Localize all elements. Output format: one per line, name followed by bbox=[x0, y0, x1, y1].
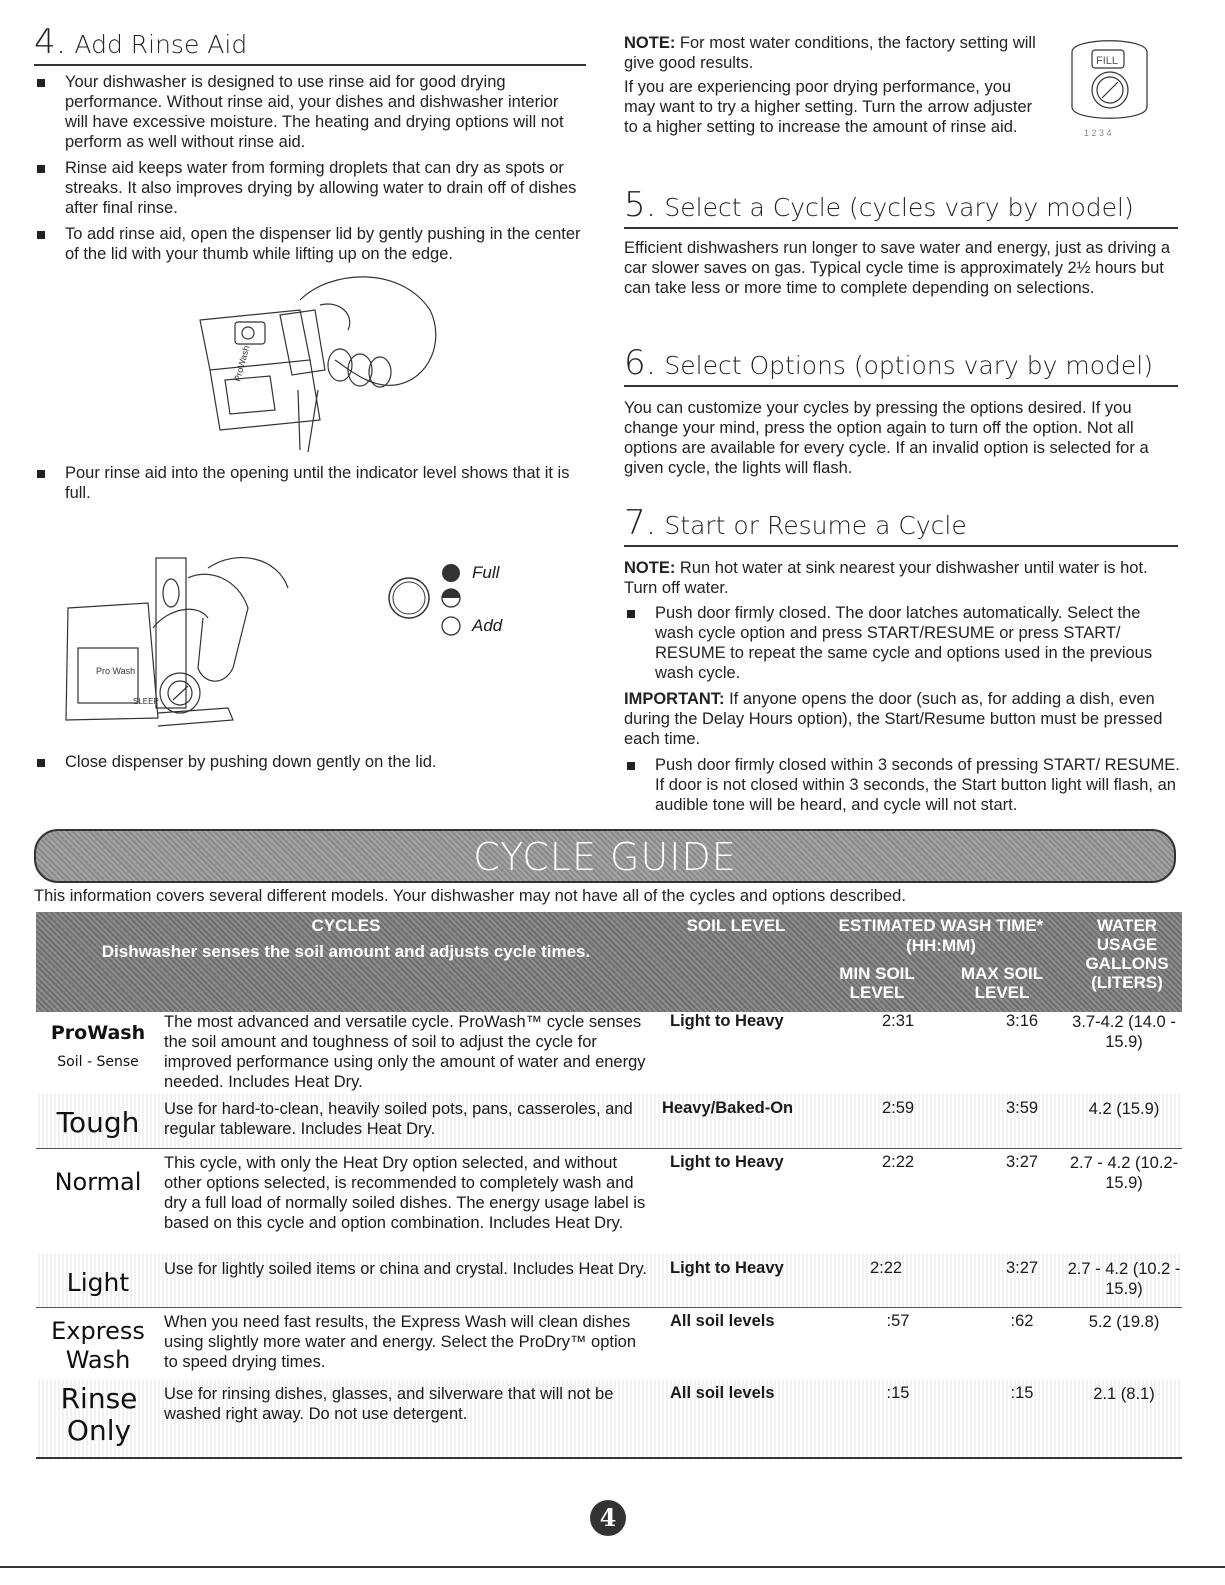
cycle-guide-banner bbox=[34, 829, 1176, 883]
indicator-full-label: Full bbox=[472, 563, 500, 582]
cycle-min-time: 2:22 bbox=[869, 1259, 903, 1277]
rinse-aid-level-indicator bbox=[386, 560, 526, 640]
section-7-title: Start or Resume a Cycle bbox=[664, 511, 967, 540]
cycle-soil-level: Light to Heavy bbox=[670, 1259, 784, 1277]
cycle-min-time: :15 bbox=[886, 1384, 910, 1402]
bullet-close-within-3s: Push door firmly closed within 3 seconds of pressing START/ RESUME. If door is not closed within 3 seconds, the Start button light will flash, an audible tone will be heard, and cycle will not start. bbox=[624, 755, 1180, 815]
cycle-water-usage: 5.2 (19.8) bbox=[1088, 1313, 1160, 1331]
bullet-pour-rinse-aid: Pour rinse aid into the opening until the indicator level shows that it is full. bbox=[34, 463, 584, 503]
pour-rinse-aid-bullet-wrap bbox=[34, 463, 584, 509]
cycle-guide-intro: This information covers several different models. Your dishwasher may not have all of the cycles and options described. bbox=[34, 887, 906, 905]
dial-numbers: 1 2 3 4 bbox=[1084, 128, 1112, 138]
rinse-aid-note bbox=[624, 33, 1044, 137]
note-label: NOTE: bbox=[624, 34, 676, 52]
cycle-description: When you need fast results, the Express Wash will clean dishes using slightly more water and energy. Select the ProDry™ option to speed drying times. bbox=[164, 1313, 637, 1371]
bullet-rinse-aid-purpose: Your dishwasher is designed to use rinse aid for good drying performance. Without rinse aid, your dishes and dishwasher interior will have excessive moisture. The heating and drying options will not perform as well without rinse aid. bbox=[34, 72, 584, 152]
cycle-guide-title: CYCLE GUIDE bbox=[473, 835, 737, 879]
fig1-prowash-label: ProWash bbox=[232, 344, 252, 383]
important-note bbox=[624, 689, 1180, 749]
note-factory-setting bbox=[624, 33, 1044, 73]
bullet-close-dispenser: Close dispenser by pushing down gently on the lid. bbox=[34, 752, 584, 772]
cycle-row-express-wash bbox=[36, 1307, 1182, 1380]
section-4-heading bbox=[34, 22, 586, 66]
cycle-water-usage: 4.2 (15.9) bbox=[1088, 1100, 1160, 1118]
cycle-description: Use for hard-to-clean, heavily soiled pots, pans, casseroles, and regular tableware. Includes Heat Dry. bbox=[164, 1100, 633, 1138]
section-7-heading bbox=[624, 503, 1178, 547]
close-dispenser-bullet-wrap bbox=[34, 752, 584, 778]
bullet-push-door: Push door firmly closed. The door latches automatically. Select the wash cycle option and press START/RESUME or press START/ RESUME to repeat the same cycle and options used in the previous wash cycle. bbox=[624, 603, 1180, 683]
cycle-description: The most advanced and versatile cycle. ProWash™ cycle senses the soil amount and toughness of soil to adjust the cycle for improved performance using only the amount of water and energy needed. Includes Heat Dry. bbox=[164, 1013, 646, 1091]
cycle-water-usage: 2.7 - 4.2 (10.2- 15.9) bbox=[1069, 1154, 1179, 1192]
header-wash-time: ESTIMATED WASH TIME* bbox=[838, 916, 1044, 935]
cycle-name: Normal bbox=[54, 1168, 142, 1196]
header-max-soil: MAX SOIL LEVEL bbox=[960, 964, 1044, 1002]
cycle-name: Rinse Only bbox=[60, 1382, 138, 1447]
cycle-row-light bbox=[36, 1254, 1182, 1308]
cycle-description: Use for lightly soiled items or china and crystal. Includes Heat Dry. bbox=[164, 1260, 647, 1278]
cycle-water-usage: 2.7 - 4.2 (10.2 - 15.9) bbox=[1067, 1260, 1181, 1298]
cycle-soil-level: Light to Heavy bbox=[670, 1012, 784, 1030]
note-drying-performance: If you are experiencing poor drying performance, you may want to try a higher setting. Turn the arrow adjuster to a higher setting to increase the amount of rinse aid. bbox=[624, 78, 1033, 136]
cycle-max-time: :15 bbox=[1010, 1384, 1034, 1402]
note2-label: NOTE: bbox=[624, 559, 676, 577]
cycle-row-normal bbox=[36, 1148, 1182, 1255]
cycle-water-usage: 2.1 (8.1) bbox=[1093, 1385, 1155, 1403]
section-4-title: Add Rinse Aid bbox=[74, 30, 248, 59]
indicator-levels-icon bbox=[440, 560, 462, 640]
section-4-number: 4. bbox=[34, 22, 67, 62]
cycle-max-time: 3:27 bbox=[1005, 1153, 1039, 1171]
header-water-usage: WATER USAGE GALLONS (LITERS) bbox=[1085, 916, 1169, 992]
cycle-description: This cycle, with only the Heat Dry option selected, and without other options selected, is recommended to completely wash and dry a full load of normally soiled dishes. The energy usage label is based on this cycle and option combination. Includes Heat Dry. bbox=[164, 1154, 646, 1232]
rinse-aid-dial-illustration bbox=[1062, 32, 1162, 142]
bullet-rinse-aid-spots: Rinse aid keeps water from forming droplets that can dry as spots or streaks. It also improves drying by allowing water to drain off of dishes after final rinse. bbox=[34, 158, 584, 218]
pour-rinse-aid-illustration bbox=[58, 548, 318, 733]
cycle-soil-level: All soil levels bbox=[670, 1312, 775, 1330]
cycle-row-tough bbox=[36, 1094, 1182, 1149]
cycle-min-time: 2:31 bbox=[881, 1012, 915, 1030]
header-cycles: CYCLES bbox=[311, 916, 381, 935]
section-5-text: Efficient dishwashers run longer to save water and energy, just as driving a car slower saves on gas. Typical cycle time is approximately 2½ hours but can take less or more time to complete depending on selections. bbox=[624, 239, 1171, 297]
header-min-soil: MIN SOIL LEVEL bbox=[839, 964, 915, 1002]
cycle-name: Tough bbox=[56, 1106, 140, 1139]
indicator-add-label: Add bbox=[472, 616, 503, 635]
note2-text: Run hot water at sink nearest your dishwasher until water is hot. Turn off water. bbox=[624, 559, 1148, 597]
cycle-table-header bbox=[36, 912, 1182, 1012]
section-5-number: 5. bbox=[624, 185, 657, 225]
cycle-max-time: 3:27 bbox=[1005, 1259, 1039, 1277]
section-6-number: 6. bbox=[624, 343, 657, 383]
section-6-heading bbox=[624, 343, 1178, 387]
rinse-aid-bullets bbox=[34, 72, 584, 270]
open-dispenser-illustration bbox=[180, 270, 450, 455]
dial-fill-label: FILL bbox=[1096, 55, 1119, 67]
section-6-text: You can customize your cycles by pressing the options desired. If you change your mind, press the option again to turn off the option. Not all options are available for every cycle. If an invalid option is selected for a given cycle, the lights will flash. bbox=[624, 399, 1149, 477]
cycle-soil-level: Heavy/Baked-On bbox=[662, 1099, 794, 1117]
cycle-min-time: 2:22 bbox=[881, 1153, 915, 1171]
fig2-sleep-label: SLEEP bbox=[133, 697, 159, 706]
note-hot-water bbox=[624, 558, 1180, 598]
bullet-open-dispenser: To add rinse aid, open the dispenser lid by gently pushing in the center of the lid with your thumb while lifting up on the edge. bbox=[34, 224, 584, 264]
cycle-water-usage: 3.7-4.2 (14.0 - 15.9) bbox=[1072, 1013, 1176, 1051]
section-7-number: 7. bbox=[624, 503, 657, 543]
cycle-row-rinse-only bbox=[36, 1379, 1182, 1459]
fig2-prowash-label: Pro Wash bbox=[96, 666, 136, 676]
section-7-body bbox=[624, 558, 1180, 821]
cycle-max-time: 3:16 bbox=[1005, 1012, 1039, 1030]
cycle-name: Express Wash bbox=[51, 1317, 145, 1374]
cycle-description: Use for rinsing dishes, glasses, and silverware that will not be washed right away. Do not use detergent. bbox=[164, 1385, 614, 1423]
cycle-max-time: :62 bbox=[1010, 1312, 1034, 1330]
note-text: For most water conditions, the factory setting will give good results. bbox=[624, 34, 1036, 72]
header-wash-time-unit: (HH:MM) bbox=[906, 936, 976, 955]
page-bottom-rule bbox=[0, 1566, 1225, 1568]
indicator-window-icon bbox=[386, 574, 436, 624]
cycle-name: ProWash bbox=[50, 1022, 146, 1044]
section-5-title: Select a Cycle (cycles vary by model) bbox=[664, 193, 1134, 222]
cycle-row-prowash bbox=[36, 1012, 1182, 1095]
header-cycles-sub: Dishwasher senses the soil amount and adjusts cycle times. bbox=[101, 942, 591, 961]
important-text: If anyone opens the door (such as, for adding a dish, even during the Delay Hours option), the Start/Resume button must be pressed each time. bbox=[624, 690, 1163, 748]
section-6-title: Select Options (options vary by model) bbox=[664, 351, 1154, 380]
cycle-max-time: 3:59 bbox=[1005, 1099, 1039, 1117]
cycle-soil-level: All soil levels bbox=[670, 1384, 775, 1402]
important-label: IMPORTANT: bbox=[624, 690, 725, 708]
cycle-subname: Soil - Sense bbox=[57, 1054, 139, 1070]
cycle-min-time: 2:59 bbox=[881, 1099, 915, 1117]
cycle-min-time: :57 bbox=[886, 1312, 910, 1330]
page-number: 4 bbox=[590, 1500, 626, 1536]
section-5-heading bbox=[624, 185, 1178, 229]
header-soil-level: SOIL LEVEL bbox=[686, 916, 786, 935]
cycle-name: Light bbox=[66, 1268, 130, 1297]
cycle-soil-level: Light to Heavy bbox=[670, 1153, 784, 1171]
